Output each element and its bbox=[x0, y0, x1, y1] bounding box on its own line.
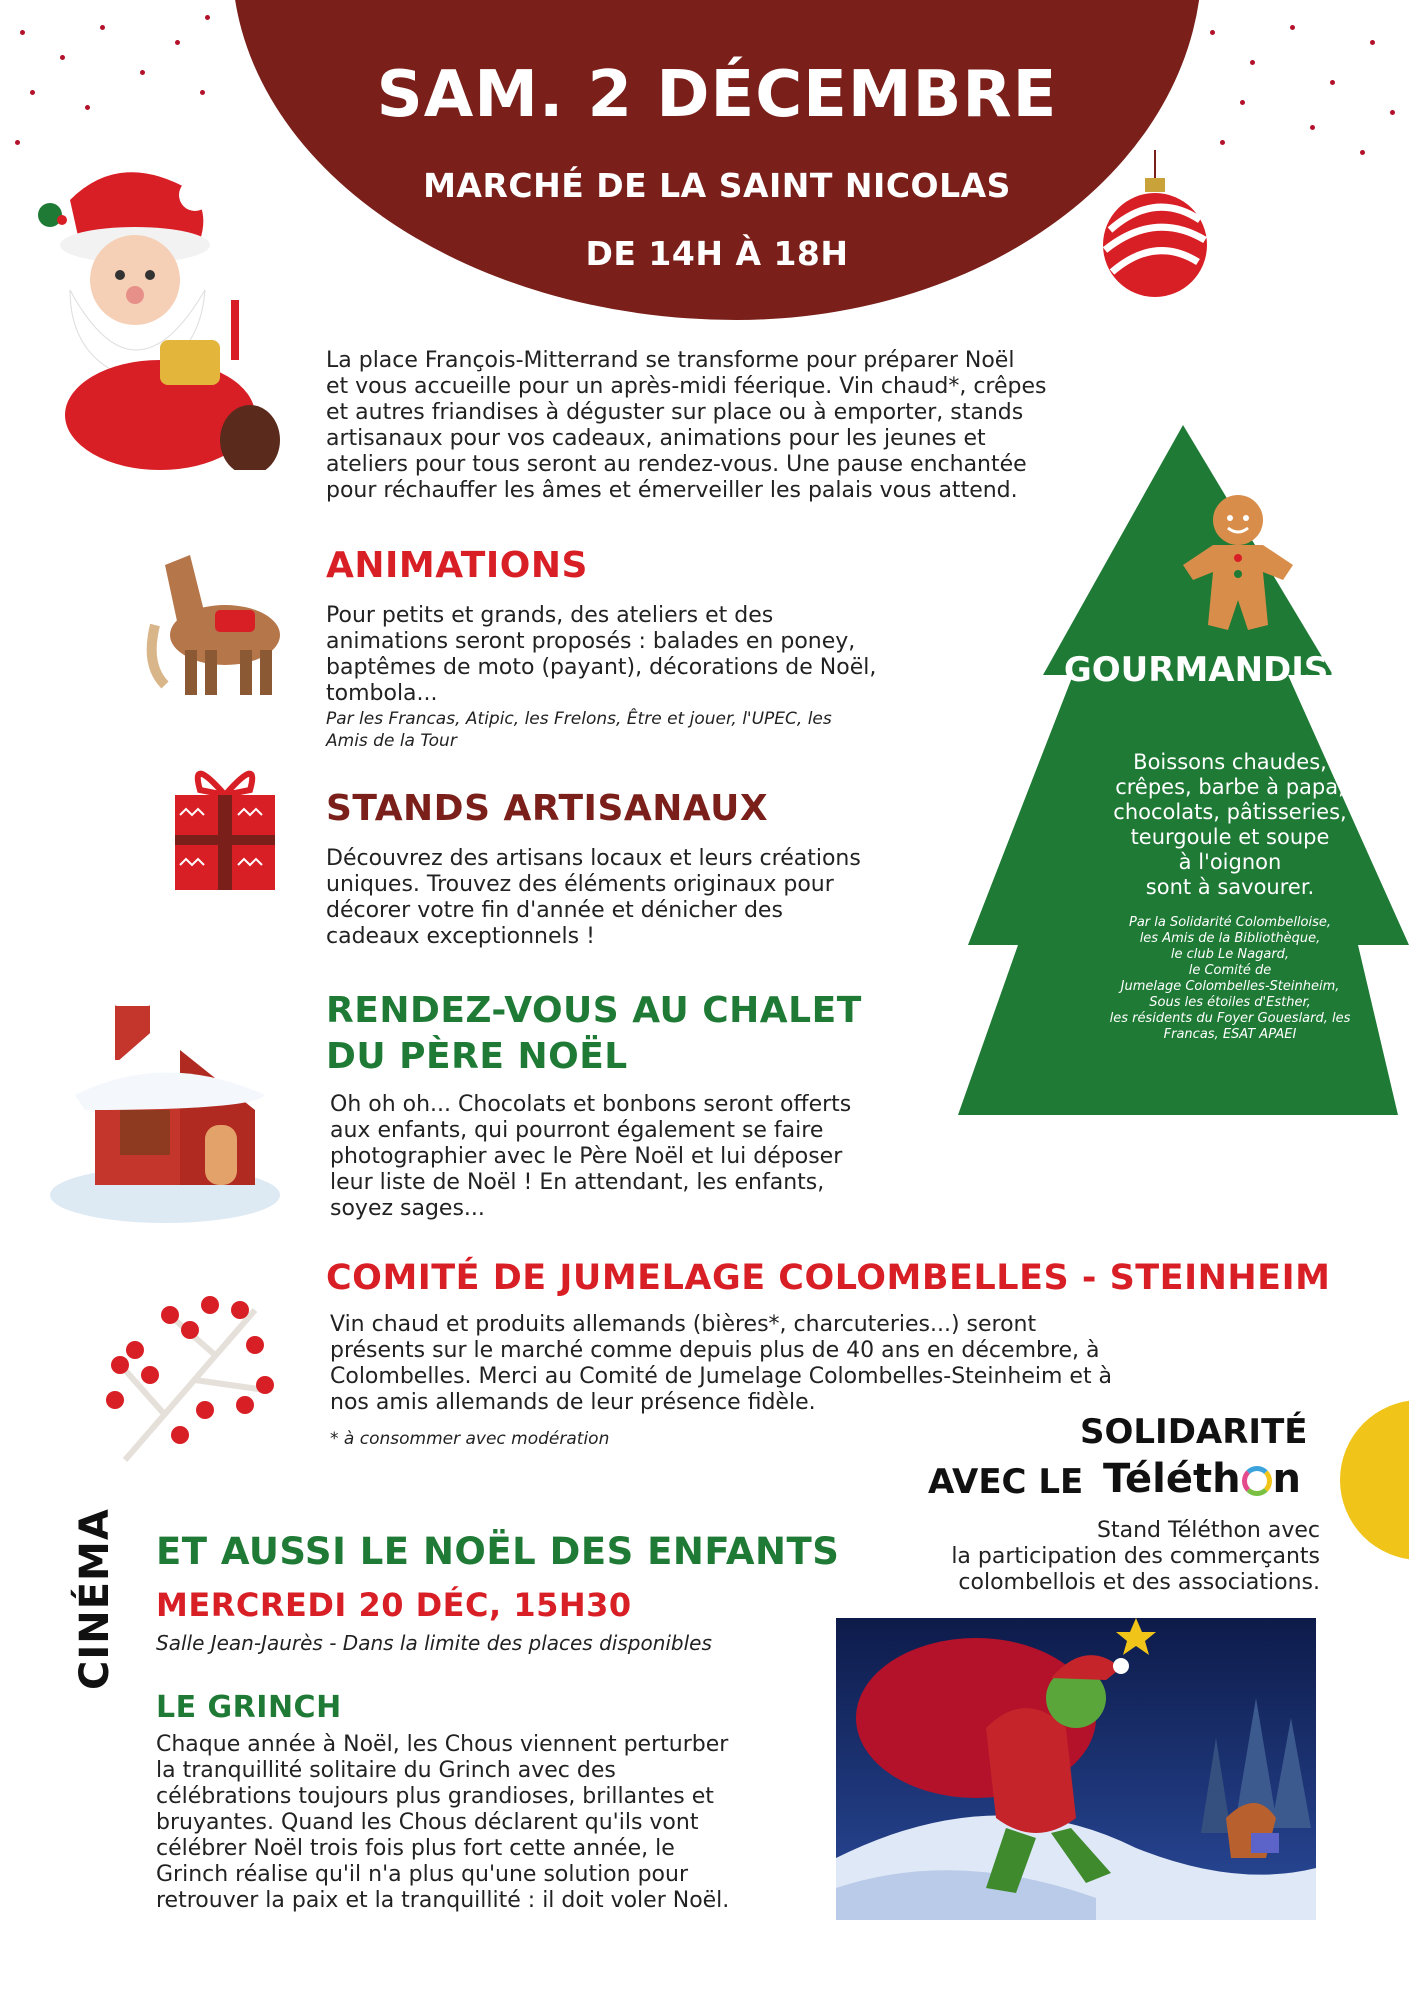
stands-title: STANDS ARTISANAUX bbox=[326, 788, 769, 829]
chalet-title-line2: DU PÈRE NOËL bbox=[326, 1036, 628, 1077]
grinch-line: célébrer Noël trois fois plus fort cette année, le bbox=[156, 1836, 675, 1861]
intro-line: et autres friandises à déguster sur place ou à emporter, stands bbox=[326, 400, 1024, 425]
animations-line: animations seront proposés : balades en poney, bbox=[326, 629, 856, 654]
gourmandises-credits bbox=[1080, 915, 1380, 1043]
stands-line: cadeaux exceptionnels ! bbox=[326, 924, 595, 949]
header-hours: DE 14H À 18H bbox=[585, 234, 849, 273]
grinch-line: la tranquillité solitaire du Grinch avec des bbox=[156, 1758, 616, 1783]
gourmandises-line: chocolats, pâtisseries, bbox=[1113, 800, 1347, 824]
header-subtitle: MARCHÉ DE LA SAINT NICOLAS bbox=[423, 166, 1011, 205]
telethon-line1: SOLIDARITÉ bbox=[1080, 1412, 1308, 1452]
credits-line: Sous les étoiles d'Esther, bbox=[1149, 995, 1311, 1010]
grinch-line: Grinch réalise qu'il n'a plus qu'une solution pour bbox=[156, 1862, 688, 1887]
jumelage-line: présents sur le marché comme depuis plus de 40 ans en décembre, à bbox=[330, 1338, 1100, 1363]
credits-line: les Amis de la Bibliothèque, bbox=[1139, 931, 1321, 946]
gourmandises-line: Boissons chaudes, bbox=[1133, 750, 1327, 774]
telethon-desc-line: colombellois et des associations. bbox=[958, 1570, 1320, 1595]
gingerbread-man-icon bbox=[1178, 490, 1298, 635]
animations-title: ANIMATIONS bbox=[326, 545, 588, 586]
credits-line: le club Le Nagard, bbox=[1170, 947, 1290, 962]
telethon-desc-line: la participation des commerçants bbox=[951, 1544, 1320, 1569]
animations-credits bbox=[326, 708, 966, 752]
jumelage-line: nos amis allemands de leur présence fidèle. bbox=[330, 1390, 816, 1415]
cinema-vertical-label: CINÉMA bbox=[72, 1508, 118, 1690]
stands-line: uniques. Trouvez des éléments originaux pour bbox=[326, 872, 834, 897]
snowy-chalet-icon bbox=[45, 980, 285, 1225]
cinema-title: ET AUSSI LE NOËL DES ENFANTS bbox=[156, 1530, 840, 1573]
credits-line: les résidents du Foyer Goueslard, les bbox=[1109, 1011, 1351, 1026]
gourmandises-line: teurgoule et soupe bbox=[1130, 825, 1330, 849]
intro-line: La place François-Mitterrand se transforme pour préparer Noël bbox=[326, 348, 1015, 373]
chalet-title bbox=[326, 988, 862, 1080]
gourmandises-title: GOURMANDISES bbox=[1063, 650, 1377, 690]
intro-line: artisanaux pour vos cadeaux, animations pour les jeunes et bbox=[326, 426, 986, 451]
gourmandises-line: à l'oignon bbox=[1178, 850, 1282, 874]
telethon-logo bbox=[1103, 1456, 1301, 1502]
intro-line: et vous accueille pour un après-midi féerique. Vin chaud*, crêpes bbox=[326, 374, 1047, 399]
intro-line: pour réchauffer les âmes et émerveiller les palais vous attend. bbox=[326, 478, 1018, 503]
telethon-line2: AVEC LE bbox=[928, 1462, 1084, 1502]
christmas-ball-icon bbox=[1090, 150, 1220, 300]
gourmandises-line: sont à savourer. bbox=[1145, 875, 1315, 899]
animations-line: Pour petits et grands, des ateliers et des bbox=[326, 603, 774, 628]
grinch-line: bruyantes. Quand les Chous déclarent qu'ils vont bbox=[156, 1810, 699, 1835]
grinch-movie-image bbox=[836, 1618, 1316, 1920]
grinch-line: Chaque année à Noël, les Chous viennent perturber bbox=[156, 1732, 729, 1757]
grinch-title: LE GRINCH bbox=[156, 1690, 342, 1725]
telethon-desc-line: Stand Téléthon avec bbox=[1097, 1518, 1320, 1543]
chalet-line: Oh oh oh... Chocolats et bonbons seront offerts bbox=[330, 1092, 852, 1117]
telethon-logo-text-b: n bbox=[1272, 1456, 1302, 1502]
cinema-date: MERCREDI 20 DÉC, 15H30 bbox=[156, 1586, 632, 1624]
animations-line: baptêmes de moto (payant), décorations de Noël, bbox=[326, 655, 877, 680]
animations-text bbox=[326, 603, 966, 707]
jumelage-line: Colombelles. Merci au Comité de Jumelage Colombelles-Steinheim et à bbox=[330, 1364, 1113, 1389]
grinch-line: retrouver la paix et la tranquillité : il doit voler Noël. bbox=[156, 1888, 730, 1913]
gift-box-icon bbox=[170, 755, 280, 895]
chalet-line: photographier avec le Père Noël et lui déposer bbox=[330, 1144, 843, 1169]
jumelage-title: COMITÉ DE JUMELAGE COLOMBELLES - STEINHEIM bbox=[326, 1258, 1331, 1298]
gourmandises-text bbox=[1080, 750, 1380, 900]
jumelage-note: * à consommer avec modération bbox=[330, 1429, 610, 1449]
chalet-text bbox=[330, 1092, 946, 1222]
santa-claus-icon bbox=[10, 150, 280, 470]
holly-berries-icon bbox=[95, 1290, 285, 1470]
pony-icon bbox=[145, 545, 295, 700]
gourmandises-line: crêpes, barbe à papa, bbox=[1115, 775, 1345, 799]
animations-line: tombola... bbox=[326, 681, 438, 706]
jumelage-line: Vin chaud et produits allemands (bières*, charcuteries...) seront bbox=[330, 1312, 1037, 1337]
credits-line: Par les Francas, Atipic, les Frelons, Être et jouer, l'UPEC, les bbox=[326, 709, 832, 729]
chalet-line: aux enfants, qui pourront également se faire bbox=[330, 1118, 824, 1143]
credits-line: Jumelage Colombelles-Steinheim, bbox=[1120, 979, 1340, 994]
chalet-line: soyez sages... bbox=[330, 1196, 485, 1221]
grinch-synopsis bbox=[156, 1732, 806, 1914]
credits-line: Francas, ESAT APAEI bbox=[1163, 1027, 1297, 1042]
decorative-circle bbox=[1340, 1400, 1409, 1560]
cinema-venue: Salle Jean-Jaurès - Dans la limite des places disponibles bbox=[156, 1631, 712, 1655]
chalet-title-line1: RENDEZ-VOUS AU CHALET bbox=[326, 990, 862, 1031]
credits-line: Par la Solidarité Colombelloise, bbox=[1128, 915, 1332, 930]
intro-line: ateliers pour tous seront au rendez-vous. Une pause enchantée bbox=[326, 452, 1027, 477]
credits-line: Amis de la Tour bbox=[326, 731, 457, 751]
telethon-o-icon bbox=[1242, 1466, 1272, 1496]
stands-text bbox=[326, 846, 946, 950]
stands-line: Découvrez des artisans locaux et leurs créations bbox=[326, 846, 861, 871]
chalet-line: leur liste de Noël ! En attendant, les enfants, bbox=[330, 1170, 825, 1195]
credits-line: le Comité de bbox=[1188, 963, 1272, 978]
grinch-line: célébrations toujours plus grandioses, brillantes et bbox=[156, 1784, 714, 1809]
telethon-logo-text-a: Téléth bbox=[1103, 1456, 1241, 1502]
stands-line: décorer votre fin d'année et dénicher des bbox=[326, 898, 783, 923]
telethon-desc bbox=[880, 1518, 1320, 1596]
jumelage-text bbox=[330, 1312, 1210, 1416]
header-title: SAM. 2 DÉCEMBRE bbox=[376, 58, 1058, 132]
